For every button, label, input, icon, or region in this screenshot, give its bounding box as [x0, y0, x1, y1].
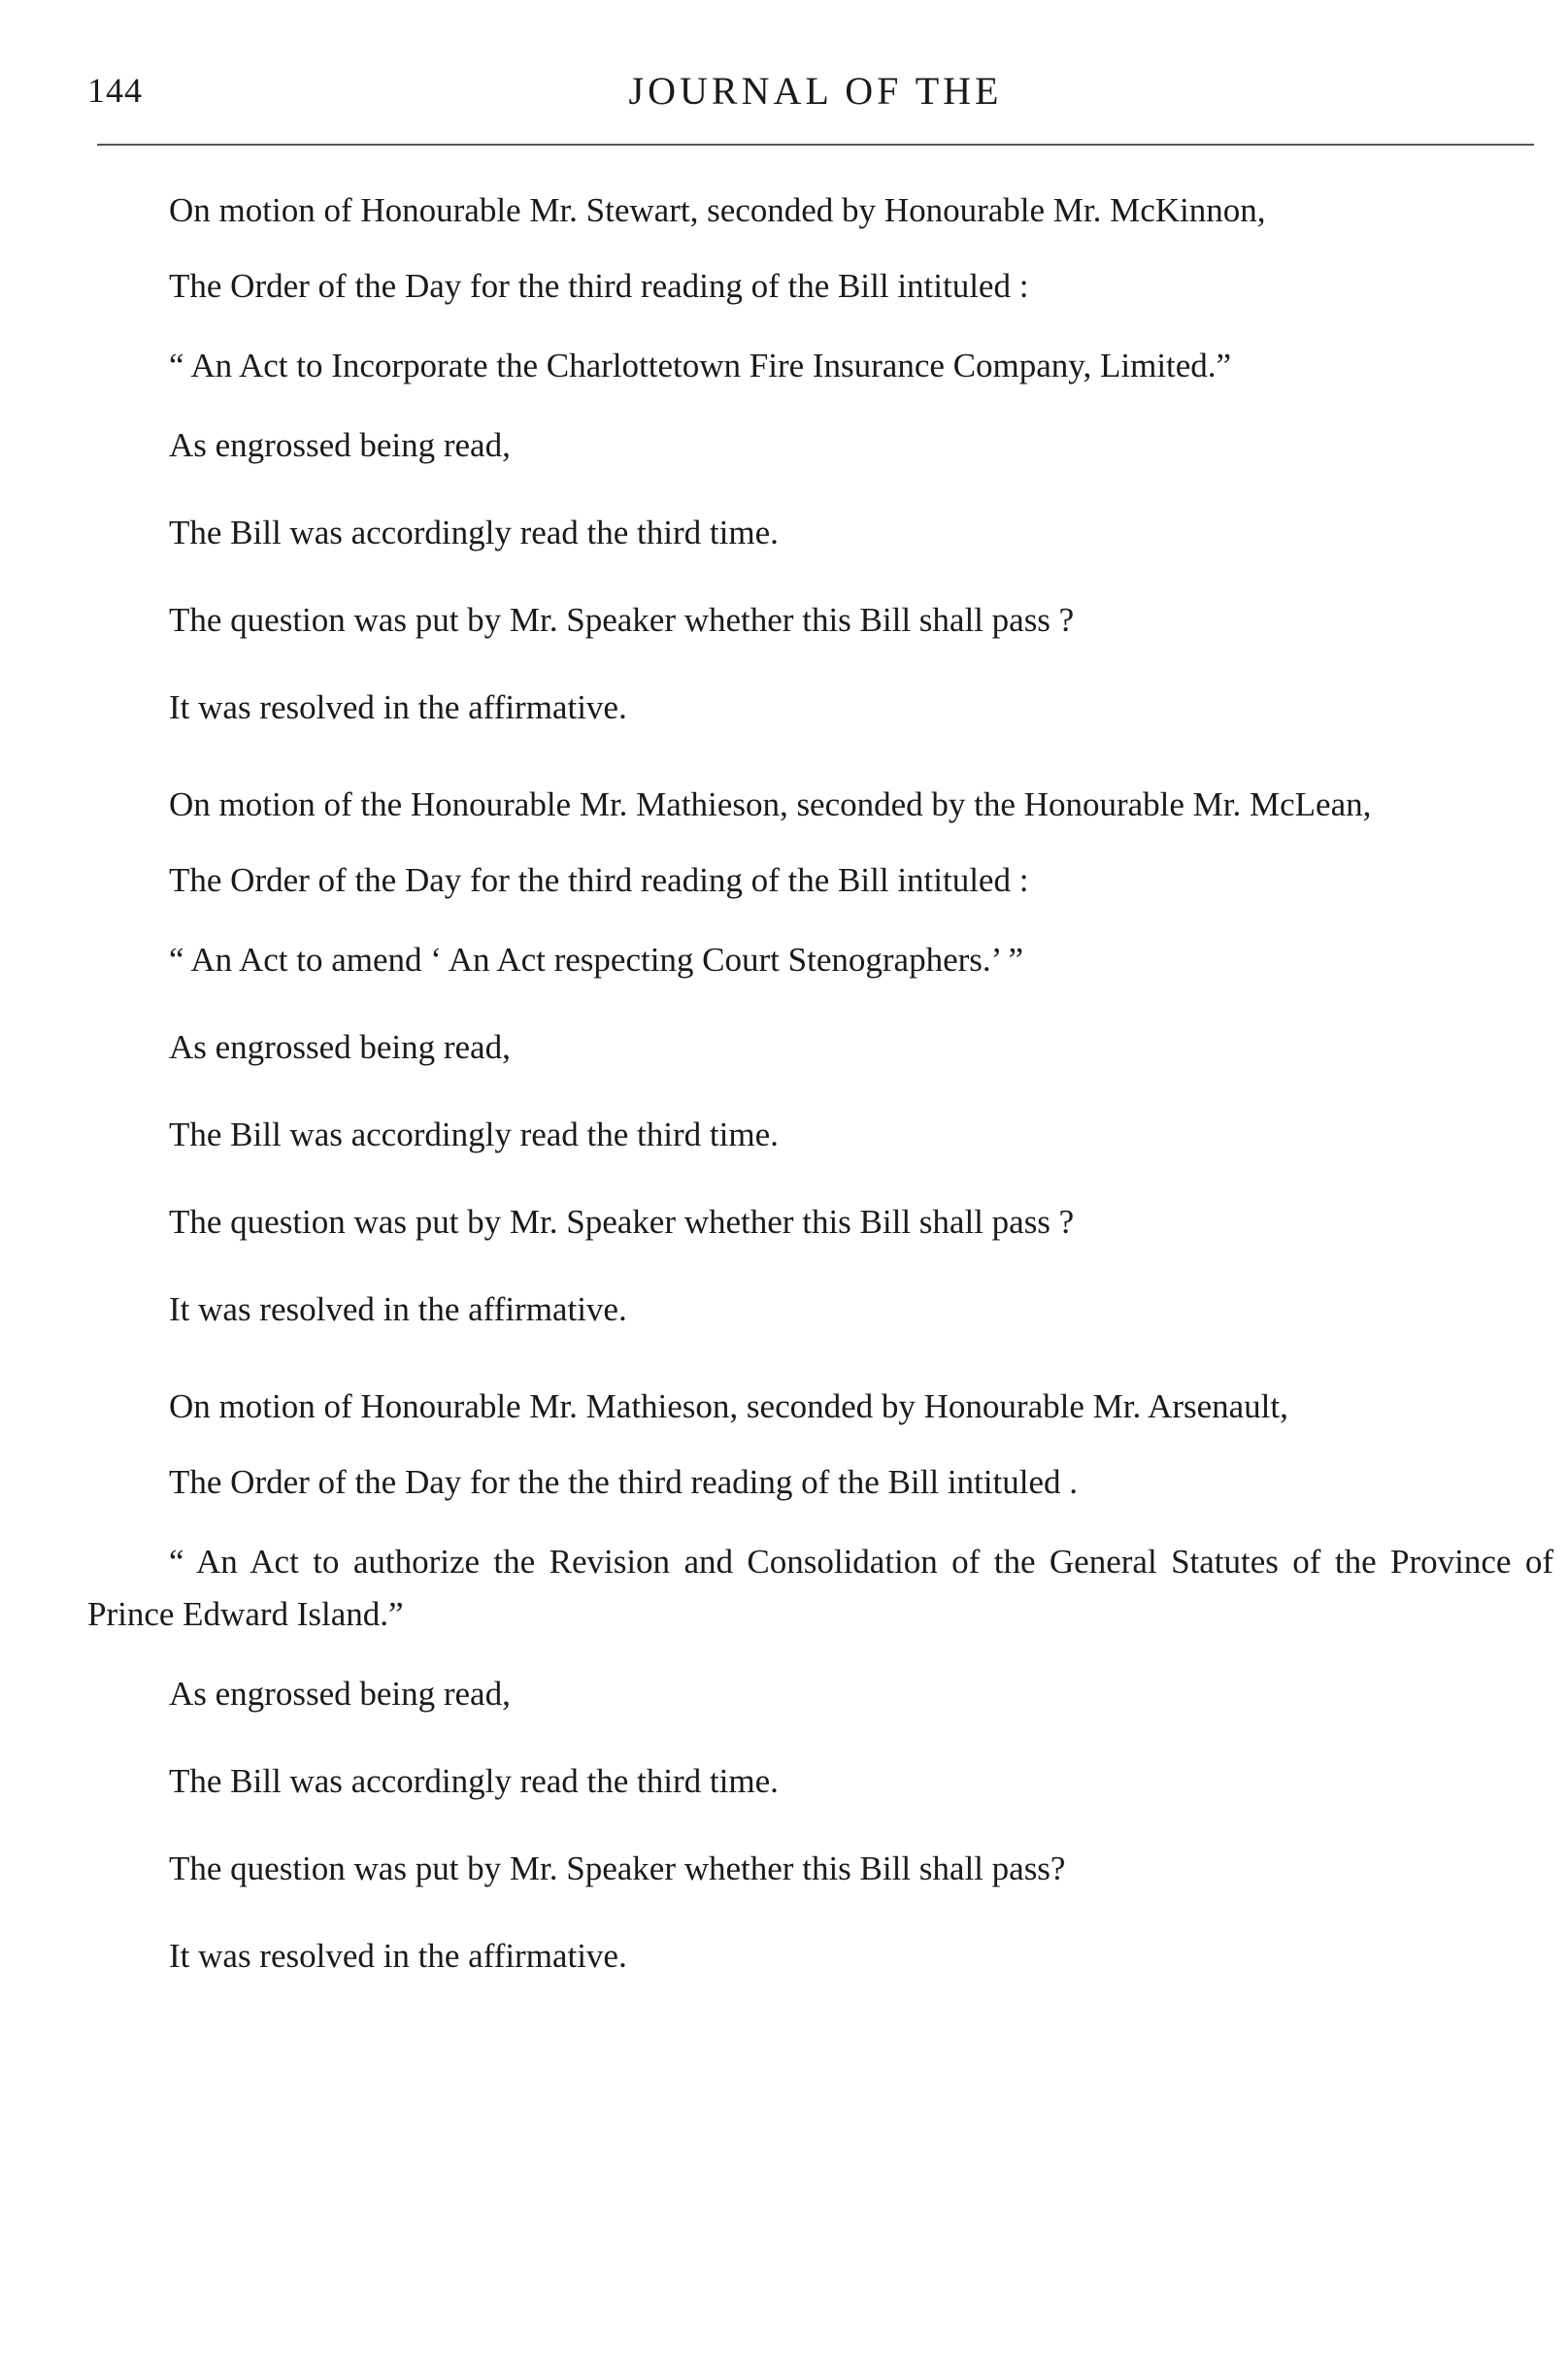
bill-title: “ An Act to Incorporate the Charlottetown Fire Insurance Company, Limited.”: [169, 347, 1232, 384]
engrossed-line: As engrossed being read,: [169, 426, 511, 464]
question-line: The question was put by Mr. Speaker whether this Bill shall pass ?: [169, 601, 1075, 639]
third-reading-line: The Bill was accordingly read the third time.: [169, 1762, 779, 1800]
bill-title: “ An Act to amend ‘ An Act respecting Court Stenographers.’ ”: [169, 941, 1023, 979]
question-line: The question was put by Mr. Speaker whether this Bill shall pass ?: [169, 1203, 1075, 1241]
bill-section: [87, 184, 1553, 734]
third-reading-line: The Bill was accordingly read the third time.: [169, 514, 779, 551]
journal-body: [87, 184, 1553, 2027]
page-header: [87, 60, 1544, 118]
engrossed-line: As engrossed being read,: [169, 1675, 511, 1713]
resolution-line: It was resolved in the affirmative.: [169, 688, 627, 726]
bill-section: [87, 779, 1553, 1336]
order-of-day-paragraph: The Order of the Day for the third reading of the Bill intituled :: [169, 267, 1029, 305]
bill-section: [87, 1381, 1553, 1983]
resolution-line: It was resolved in the affirmative.: [169, 1290, 627, 1328]
motion-paragraph: On motion of Honourable Mr. Stewart, seconded by Honourable Mr. McKinnon,: [169, 191, 1266, 229]
order-of-day-paragraph: The Order of the Day for the third reading of the Bill intituled :: [169, 861, 1029, 899]
resolution-line: It was resolved in the affirmative.: [169, 1937, 627, 1975]
motion-paragraph: On motion of the Honourable Mr. Mathieson, seconded by the Honourable Mr. McLean,: [169, 785, 1372, 823]
bill-title: “ An Act to authorize the Revision and Consolidation of the General Statutes of the Province of Prince Edward Island.”: [87, 1543, 1553, 1633]
engrossed-line: As engrossed being read,: [169, 1028, 511, 1066]
third-reading-line: The Bill was accordingly read the third time.: [169, 1116, 779, 1153]
motion-paragraph: On motion of Honourable Mr. Mathieson, seconded by Honourable Mr. Arsenault,: [169, 1387, 1288, 1425]
page-number: 144: [87, 71, 143, 110]
running-head: JOURNAL OF THE: [628, 69, 1003, 113]
question-line: The question was put by Mr. Speaker whether this Bill shall pass?: [169, 1849, 1066, 1887]
header-rule: [97, 144, 1534, 146]
order-of-day-paragraph: The Order of the Day for the the third reading of the Bill intituled .: [169, 1463, 1078, 1501]
